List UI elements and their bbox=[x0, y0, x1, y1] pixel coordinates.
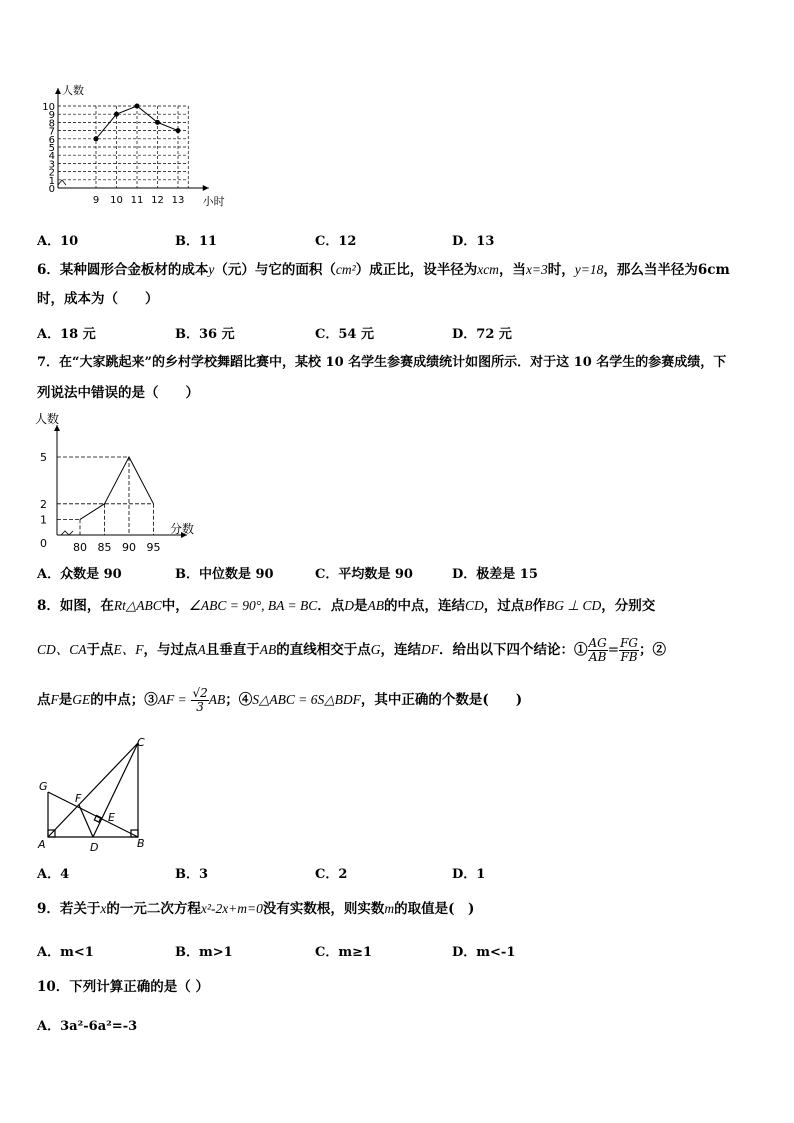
q8-option-d[interactable]: D．1 bbox=[452, 867, 486, 882]
q8-line2: CD、CA于点E、F，与过点A且垂直于AB的直线相交于点G，连结DF．给出以下四个结论：① $\frac{AG}{AB}$ = $\frac{FG}{FB}$ ；② bbox=[37, 636, 667, 664]
origin-label: 0 bbox=[40, 537, 47, 550]
q7-option-a[interactable]: A．众数是 90 bbox=[37, 567, 122, 582]
fraction-fg-fb: $\frac{FG}{FB}$ bbox=[620, 636, 639, 664]
data-point bbox=[135, 104, 140, 109]
q9-option-a[interactable]: A．m<1 bbox=[37, 945, 94, 960]
y-tick-label: 7 bbox=[48, 126, 55, 138]
scores-line-chart bbox=[30, 407, 220, 557]
q7-option-d[interactable]: D．极差是 15 bbox=[452, 567, 538, 582]
label-d: D bbox=[90, 841, 99, 854]
q6-line1: 6．某种圆形合金板材的成本y（元）与它的面积（cm²）成正比，设半径为xcm，当x=3时，y=18，那么当半径为6cm bbox=[37, 262, 730, 278]
y-tick-label: 10 bbox=[42, 102, 55, 113]
q6-line2: 时，成本为（ ） bbox=[37, 291, 159, 307]
data-line bbox=[80, 457, 154, 519]
q6-option-b[interactable]: B．36 元 bbox=[175, 327, 235, 342]
fraction-ag-ab: $\frac{AG}{AB}$ bbox=[588, 636, 607, 664]
x-tick-label: 10 bbox=[110, 195, 123, 206]
q8-option-c[interactable]: C．2 bbox=[315, 867, 348, 882]
q10-stem: 10．下列计算正确的是（ ） bbox=[37, 979, 209, 995]
y-tick-label: 3 bbox=[48, 159, 55, 171]
y-tick-label: 0 bbox=[48, 184, 55, 195]
data-point bbox=[94, 136, 99, 141]
y-axis-arrow bbox=[55, 88, 61, 94]
q5-option-c[interactable]: C．12 bbox=[315, 234, 357, 249]
x-tick-label: 90 bbox=[122, 541, 136, 554]
fraction-sqrt2-3: $\frac{√2}{3}$ bbox=[192, 686, 208, 714]
y-axis-label: 人数 bbox=[62, 83, 84, 97]
triangle-figure bbox=[30, 730, 160, 855]
x-tick-label: 13 bbox=[171, 195, 185, 206]
y-tick-label: 1 bbox=[48, 175, 55, 187]
segment-ca bbox=[48, 743, 138, 837]
q5-option-d[interactable]: D．13 bbox=[452, 234, 495, 249]
segment-cd bbox=[93, 743, 138, 837]
q9-option-b[interactable]: B．m>1 bbox=[175, 945, 233, 960]
q9-stem: 9．若关于x的一元二次方程x²-2x+m=0没有实数根，则实数m的取值是( ) bbox=[37, 901, 475, 917]
y-tick-label: 4 bbox=[48, 151, 55, 163]
y-tick-label: 5 bbox=[40, 451, 47, 464]
x-axis-arrow bbox=[203, 185, 209, 191]
axis-break bbox=[61, 531, 73, 535]
label-c: C bbox=[137, 736, 145, 749]
q8-option-a[interactable]: A．4 bbox=[37, 867, 70, 882]
q8-option-b[interactable]: B．3 bbox=[175, 867, 209, 882]
y-tick-label: 2 bbox=[40, 497, 47, 511]
q10-option-a[interactable]: A．3a²-6a²=-3 bbox=[37, 1019, 138, 1034]
y-tick-label: 2 bbox=[48, 167, 55, 179]
q7-line2: 列说法中错误的是（ ） bbox=[37, 385, 199, 401]
x-tick-label: 80 bbox=[73, 541, 87, 554]
label-f: F bbox=[75, 792, 82, 805]
y-tick-label: 8 bbox=[48, 118, 55, 130]
q7-option-b[interactable]: B．中位数是 90 bbox=[175, 567, 274, 582]
q6-option-d[interactable]: D．72 元 bbox=[452, 327, 512, 342]
q5-option-b[interactable]: B．11 bbox=[175, 234, 218, 249]
data-point bbox=[114, 112, 119, 117]
q8-line1: 8．如图，在Rt△ABC中，∠ABC = 90°, BA = BC．点D是AB的中点，连结CD，过点B作BG ⊥ CD，分别交 bbox=[37, 598, 656, 614]
x-tick-label: 85 bbox=[97, 541, 112, 554]
y-tick-label: 1 bbox=[40, 513, 47, 527]
q8-line3: 点F是GE的中点；③AF = $\frac{√2}{3}$ AB；④S△ABC = 6S△BDF，其中正确的个数是( ) bbox=[37, 686, 523, 714]
q5-option-a[interactable]: A．10 bbox=[37, 234, 79, 249]
x-axis-label: 分数 bbox=[170, 522, 195, 536]
q7-line1: 7．在“大家跳起来”的乡村学校舞蹈比赛中，某校 10 名学生参赛成绩统计如图所示．对于这 10 名学生的参赛成绩，下 bbox=[37, 355, 727, 370]
q7-option-c[interactable]: C．平均数是 90 bbox=[315, 567, 413, 582]
x-tick-label: 12 bbox=[151, 195, 164, 206]
axis-break bbox=[58, 180, 66, 185]
q9-option-d[interactable]: D．m<-1 bbox=[452, 945, 516, 960]
x-tick-label: 11 bbox=[130, 195, 144, 206]
y-tick-label: 5 bbox=[48, 143, 55, 154]
q6-option-a[interactable]: A．18 元 bbox=[37, 327, 96, 342]
label-a: A bbox=[38, 838, 46, 851]
x-tick-label: 9 bbox=[92, 195, 100, 206]
q9-option-c[interactable]: C．m≥1 bbox=[315, 945, 373, 960]
data-point bbox=[155, 120, 160, 125]
data-point bbox=[176, 128, 181, 133]
q6-option-c[interactable]: C．54 元 bbox=[315, 327, 374, 342]
x-tick-label: 95 bbox=[146, 541, 161, 554]
hours-line-chart bbox=[30, 80, 230, 215]
label-e: E bbox=[108, 811, 115, 824]
segment-df bbox=[79, 805, 93, 837]
label-g: G bbox=[39, 780, 48, 793]
segment-gb bbox=[48, 792, 138, 837]
y-tick-label: 6 bbox=[48, 134, 55, 146]
x-axis-label: 小时 bbox=[202, 195, 225, 208]
y-axis-label: 人数 bbox=[35, 412, 60, 426]
y-tick-label: 9 bbox=[48, 110, 55, 122]
label-b: B bbox=[137, 837, 145, 850]
